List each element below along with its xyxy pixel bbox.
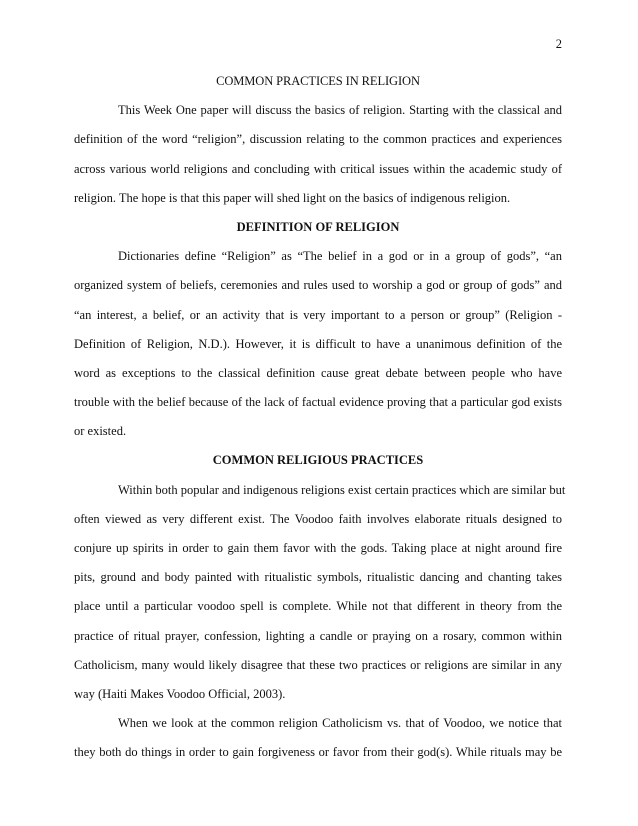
paragraph-line: Catholicism, many would likely disagree that these two practices or religions are similar in any — [74, 657, 562, 672]
practices-paragraph-1 — [74, 476, 566, 710]
paragraph-line: This Week One paper will discuss the basics of religion. Starting with the classical and — [118, 103, 562, 118]
section-heading-practices: COMMON RELIGIOUS PRACTICES — [212, 453, 424, 468]
paragraph-line: Within both popular and indigenous religions exist certain practices which are similar but — [118, 482, 566, 497]
paragraph-line: word as exceptions to the classical definition cause great debate between people who have — [74, 365, 562, 380]
paragraph-line: Dictionaries define “Religion” as “The belief in a god or in a group of gods”, “an — [118, 249, 562, 264]
page-number: 2 — [555, 37, 562, 51]
paragraph-line: pits, ground and body painted with ritualistic symbols, ritualistic dancing and chanting takes — [74, 570, 562, 585]
paragraph-line: “an interest, a belief, or an activity that is very important to a person or group” (Religion - — [74, 307, 562, 322]
paragraph-line: trouble with the belief because of the lack of factual evidence proving that a particular god exists — [74, 395, 562, 410]
paragraph-line: place until a particular voodoo spell is complete. While not that different in theory from the — [74, 599, 562, 614]
paragraph-line: conjure up spirits in order to gain them favor with the gods. Taking place at night around fire — [74, 541, 562, 556]
paragraph-line: they both do things in order to gain forgiveness or favor from their god(s). While rituals may be — [74, 745, 562, 760]
paragraph-line: Definition of Religion, N.D.). However, it is difficult to have a unanimous definition of the — [74, 336, 562, 351]
paragraph-line: across various world religions and concluding with critical issues within the academic study of — [74, 161, 562, 176]
paragraph-line: definition of the word “religion”, discussion relating to the common practices and experiences — [74, 132, 562, 147]
paragraph-line: often viewed as very different exist. The Voodoo faith involves elaborate rituals designed to — [74, 511, 562, 526]
paragraph-line: practice of ritual prayer, confession, lighting a candle or praying on a rosary, common within — [74, 628, 562, 643]
practices-paragraph-2 — [74, 709, 562, 767]
section-heading-definition: DEFINITION OF RELIGION — [236, 219, 400, 234]
paper-title: COMMON PRACTICES IN RELIGION — [216, 74, 420, 88]
paragraph-line: way (Haiti Makes Voodoo Official, 2003). — [74, 686, 286, 701]
paragraph-line: organized system of beliefs, ceremonies and rules used to worship a god or group of gods” and — [74, 278, 562, 293]
paragraph-line: or existed. — [74, 424, 127, 439]
definition-paragraph — [74, 242, 562, 446]
paragraph-line: When we look at the common religion Catholicism vs. that of Voodoo, we notice that — [118, 716, 562, 731]
paragraph-line: religion. The hope is that this paper will shed light on the basics of indigenous religion. — [74, 190, 511, 205]
intro-paragraph — [74, 96, 562, 213]
document-body — [74, 67, 566, 768]
